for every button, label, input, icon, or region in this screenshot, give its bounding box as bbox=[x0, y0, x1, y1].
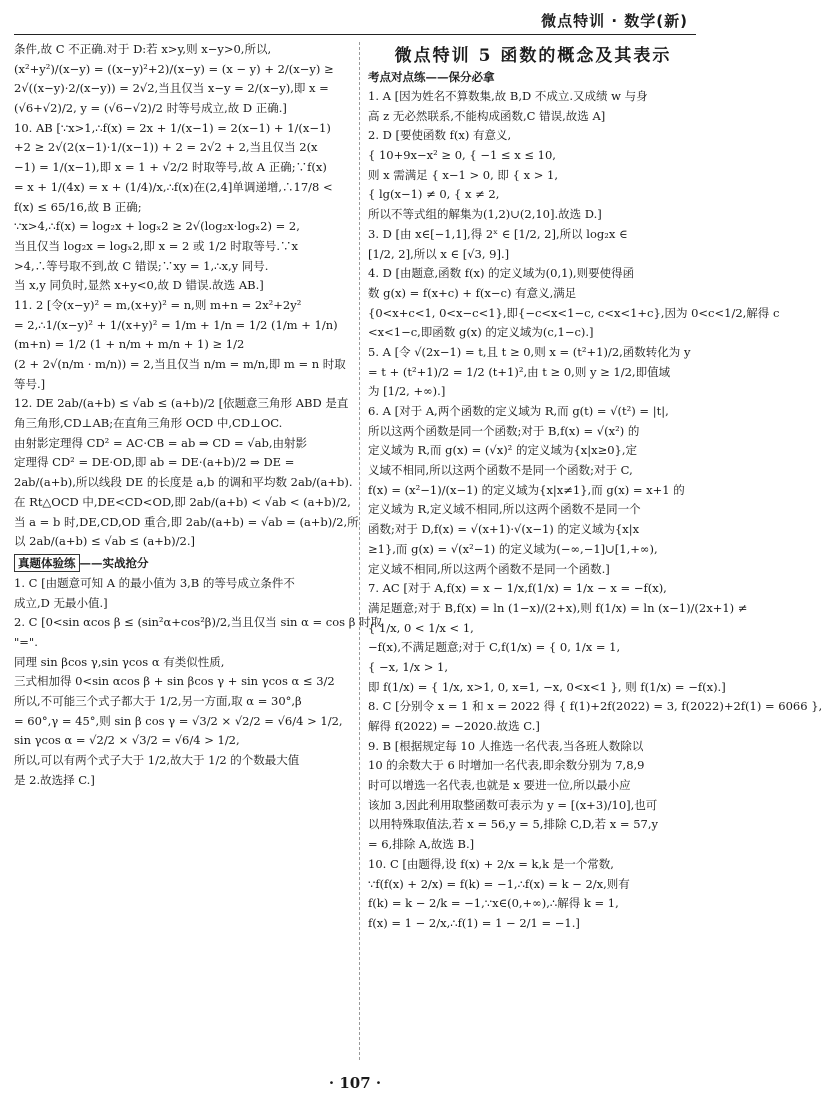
answer-line: 函数;对于 D,f(x) = √(x+1)·√(x−1) 的定义域为{x|x bbox=[368, 522, 640, 537]
answer-line: f(x) = (x²−1)/(x−1) 的定义域为{x|x≠1},而 g(x) = x+1 的 bbox=[368, 482, 685, 497]
section-title: 微点特训 5 函数的概念及其表示 bbox=[394, 46, 672, 66]
real-exam-subhead bbox=[14, 552, 352, 574]
answer-line: (x²+y²)/(x−y) = ((x−y)²+2)/(x−y) = (x − y) + 2/(x−y) ≥ bbox=[14, 61, 334, 76]
answer-line: 7. AC [对于 A,f(x) = x − 1/x,f(1/x) = 1/x − x = −f(x), bbox=[368, 581, 667, 596]
answer-line: 成立,D 无最小值.] bbox=[14, 595, 108, 610]
column-divider bbox=[359, 42, 360, 1060]
answer-line: = t + (t²+1)/2 = 1/2 (t+1)²,由 t ≥ 0,则 y ≥ 1/2,即值域 bbox=[368, 364, 671, 379]
answer-line: >4,∴等号取不到,故 C 错误;∵xy = 1,∴x,y 同号. bbox=[14, 258, 269, 273]
answer-line: −f(x),不满足题意;对于 C,f(1/x) = { 0, 1/x = 1, bbox=[368, 640, 621, 655]
answer-line: 当 x,y 同负时,显然 x+y<0,故 D 错误.故选 AB.] bbox=[14, 278, 264, 293]
answer-line: 当且仅当 log₂x = logₓ2,即 x = 2 或 1/2 时取等号.∵x bbox=[14, 238, 298, 253]
real-exam-subhead-label: 真题体验练 bbox=[14, 554, 80, 572]
answer-line: 为 [1/2, +∞).] bbox=[368, 384, 446, 399]
answer-line: (√6+√2)/2, y = (√6−√2)/2 时等号成立,故 D 正确.] bbox=[14, 101, 287, 116]
answer-line: = 2,∴1/(x−y)² + 1/(x+y)² = 1/m + 1/n = 1/2 (1/m + 1/n) bbox=[14, 317, 338, 332]
right-answer-lines bbox=[368, 87, 822, 934]
answer-line: = 60°,γ = 45°,则 sin β cos γ = √3/2 × √2/2 = √6/4 > 1/2, bbox=[14, 713, 343, 728]
answer-line: {0<x+c<1, 0<x−c<1},即{−c<x<1−c, c<x<1+c},因为 0<c<1/2,解得 c bbox=[368, 305, 780, 320]
answer-line: ∵x>4,∴f(x) = log₂x + logₓ2 ≥ 2√(log₂x·logₓ2) = 2, bbox=[14, 219, 300, 234]
real-exam-subhead-suffix: ——实战抢分 bbox=[79, 555, 149, 570]
answer-line: f(x) ≤ 65/16,故 B 正确; bbox=[14, 199, 142, 214]
answer-line: 以 2ab/(a+b) ≤ √ab ≤ (a+b)/2.] bbox=[14, 534, 195, 549]
answer-line: <x<1−c,即函数 g(x) 的定义域为(c,1−c).] bbox=[368, 325, 594, 340]
answer-line: [1/2, 2],所以 x ∈ [√3, 9].] bbox=[368, 246, 510, 261]
answer-line: 4. D [由题意,函数 f(x) 的定义域为(0,1),则要使得函 bbox=[368, 266, 635, 281]
answer-line: "=". bbox=[14, 634, 38, 649]
answer-line: 等号.] bbox=[14, 376, 46, 391]
answer-line: 同理 sin βcos γ,sin γcos α 有类似性质, bbox=[14, 654, 225, 669]
answer-line: ∵f(f(x) + 2/x) = f(k) = −1,∴f(x) = k − 2/x,则有 bbox=[368, 876, 630, 891]
answer-line: 即 f(1/x) = { 1/x, x>1, 0, x=1, −x, 0<x<1 }, 则 f(1/x) = −f(x).] bbox=[368, 679, 726, 694]
answer-line: 2ab/(a+b),所以线段 DE 的长度是 a,b 的调和平均数 2ab/(a+b). bbox=[14, 475, 353, 490]
answer-line: 1. A [因为姓名不算数集,故 B,D 不成立.又成绩 w 与身 bbox=[368, 89, 648, 103]
answer-line: (m+n) = 1/2 (1 + n/m + m/n + 1) ≥ 1/2 bbox=[14, 337, 245, 352]
answer-line: { −x, 1/x > 1, bbox=[368, 659, 449, 674]
answer-line: ≥1},而 g(x) = √(x²−1) 的定义域为(−∞,−1]∪[1,+∞), bbox=[368, 541, 658, 556]
answer-line: 在 Rt△OCD 中,DE<CD<OD,即 2ab/(a+b) < √ab < (a+b)/2, bbox=[14, 494, 351, 509]
answer-line: 12. DE 2ab/(a+b) ≤ √ab ≤ (a+b)/2 [依题意三角形 ABD 是直 bbox=[14, 396, 349, 411]
answer-line: 时可以增选一名代表,也就是 x 要进一位,所以最小应 bbox=[368, 778, 631, 793]
answer-line: 2. D [要使函数 f(x) 有意义, bbox=[368, 128, 512, 143]
answer-line: 6. A [对于 A,两个函数的定义域为 R,而 g(t) = √(t²) = |t|, bbox=[368, 404, 669, 418]
answer-line: { 1/x, 0 < 1/x < 1, bbox=[368, 620, 474, 635]
answer-line: 所以,可以有两个式子大于 1/2,故大于 1/2 的个数最大值 bbox=[14, 753, 300, 768]
answer-line: 定义域为 R,而 g(x) = (√x)² 的定义域为{x|x≥0},定 bbox=[368, 443, 638, 458]
answer-line: 所以,不可能三个式子都大于 1/2,另一方面,取 α = 30°,β bbox=[14, 694, 302, 708]
answer-line: 定理得 CD² = DE·OD,即 ab = DE·(a+b)/2 ⇒ DE = bbox=[14, 455, 295, 470]
real-exam-answer-lines bbox=[14, 574, 383, 791]
left-answer-lines bbox=[14, 40, 359, 552]
answer-line: 高 z 无必然联系,不能构成函数,C 错误,故选 A] bbox=[368, 108, 606, 123]
answer-line: 由射影定理得 CD² = AC·CB = ab ⇒ CD = √ab,由射影 bbox=[14, 435, 308, 450]
answer-line: 数 g(x) = f(x+c) + f(x−c) 有意义,满足 bbox=[368, 285, 577, 300]
answer-line: 2√((x−y)·2/(x−y)) = 2√2,当且仅当 x−y = 2/(x−y),即 x = bbox=[14, 81, 329, 96]
answer-line: +2 ≥ 2√(2(x−1)·1/(x−1)) + 2 = 2√2 + 2,当且仅当 2(x bbox=[14, 140, 318, 155]
answer-line: f(k) = k − 2/k = −1,∵x∈(0,+∞),∴解得 k = 1, bbox=[368, 896, 619, 911]
answer-line: 是 2.故选择 C.] bbox=[14, 772, 95, 787]
answer-line: 角三角形,CD⊥AB;在直角三角形 OCD 中,CD⊥OC. bbox=[14, 416, 283, 431]
answer-line: 当 a = b 时,DE,CD,OD 重合,即 2ab/(a+b) = √ab = (a+b)/2,所 bbox=[14, 514, 359, 529]
answer-line: 所以不等式组的解集为(1,2)∪(2,10].故选 D.] bbox=[368, 207, 602, 222]
answer-line: sin γcos α = √2/2 × √3/2 = √6/4 > 1/2, bbox=[14, 733, 240, 748]
answer-line: 解得 f(2022) = −2020.故选 C.] bbox=[368, 719, 540, 733]
answer-line: 满足题意;对于 B,f(x) = ln (1−x)/(2+x),则 f(1/x) = ln (x−1)/(2x+1) ≠ bbox=[368, 600, 748, 615]
answer-line: 则 x 需满足 { x−1 > 0, 即 { x > 1, bbox=[368, 167, 558, 182]
answer-line: = 6,排除 A,故选 B.] bbox=[368, 837, 475, 852]
answer-line: −1) = 1/(x−1),即 x = 1 + √2/2 时取等号,故 A 正确;∵f(x) bbox=[14, 160, 327, 175]
answer-line: 10. C [由题得,设 f(x) + 2/x = k,k 是一个常数, bbox=[368, 856, 614, 871]
answer-line: 10 的余数大于 6 时增加一名代表,即余数分别为 7,8,9 bbox=[368, 758, 645, 773]
answer-line: 该加 3,因此利用取整函数可表示为 y = [(x+3)/10],也可 bbox=[368, 797, 658, 812]
answer-line: 9. B [根据规定每 10 人推选一名代表,当各班人数除以 bbox=[368, 738, 644, 753]
answer-line: 定义域为 R,定义域不相同,所以这两个函数不是同一个 bbox=[368, 502, 641, 517]
answer-line: { 10+9x−x² ≥ 0, { −1 ≤ x ≤ 10, bbox=[368, 148, 556, 163]
answer-line: 2. C [0<sin αcos β ≤ (sin²α+cos²β)/2,当且仅当 sin α = cos β 时取 bbox=[14, 615, 383, 630]
right-column bbox=[368, 40, 822, 1066]
answer-line: 以用特殊取值法,若 x = 56,y = 5,排除 C,D,若 x = 57,y bbox=[368, 817, 658, 832]
header-title: 微点特训 · 数学(新) bbox=[541, 12, 688, 30]
answer-line: 1. C [由题意可知 A 的最小值为 3,B 的等号成立条件不 bbox=[14, 575, 295, 590]
answer-line: 所以这两个函数是同一个函数;对于 B,f(x) = √(x²) 的 bbox=[368, 423, 640, 438]
answer-line: 三式相加得 0<sin αcos β + sin βcos γ + sin γcos α ≤ 3/2 bbox=[14, 674, 335, 689]
answer-line: 条件,故 C 不正确.对于 D:若 x>y,则 x−y>0,所以, bbox=[14, 42, 272, 56]
left-column bbox=[14, 40, 383, 1066]
answer-line: = x + 1/(4x) = x + (1/4)/x,∴f(x)在(2,4]单调递增,∴17/8 < bbox=[14, 179, 333, 194]
header-rule bbox=[14, 34, 696, 35]
answer-line: (2 + 2√(n/m · m/n)) = 2,当且仅当 n/m = m/n,即 m = n 时取 bbox=[14, 357, 346, 371]
answer-line: { lg(x−1) ≠ 0, { x ≠ 2, bbox=[368, 187, 500, 202]
answer-line: 11. 2 [令(x−y)² = m,(x+y)² = n,则 m+n = 2x²+2y² bbox=[14, 297, 302, 312]
answer-line: 3. D [由 x∈[−1,1],得 2ˣ ∈ [1/2, 2],所以 log₂x ∈ bbox=[368, 226, 628, 241]
page-number: · 107 · bbox=[328, 1074, 382, 1092]
answer-line: 定义域不相同,所以这两个函数不是同一个函数.] bbox=[368, 561, 610, 576]
page-header bbox=[0, 0, 710, 40]
answer-line: 5. A [令 √(2x−1) = t,且 t ≥ 0,则 x = (t²+1)/2,函数转化为 y bbox=[368, 344, 691, 359]
practice-subhead: 考点对点练——保分必拿 bbox=[368, 70, 495, 84]
answer-line: 8. C [分别令 x = 1 和 x = 2022 得 { f(1)+2f(2022) = 3, f(2022)+2f(1) = 6066 }, bbox=[368, 699, 822, 714]
answer-line: f(x) = 1 − 2/x,∴f(1) = 1 − 2/1 = −1.] bbox=[368, 915, 580, 930]
answer-line: 义域不相同,所以这两个函数不是同一个函数;对于 C, bbox=[368, 463, 633, 478]
answer-line: 10. AB [∵x>1,∴f(x) = 2x + 1/(x−1) = 2(x−1) + 1/(x−1) bbox=[14, 120, 331, 135]
